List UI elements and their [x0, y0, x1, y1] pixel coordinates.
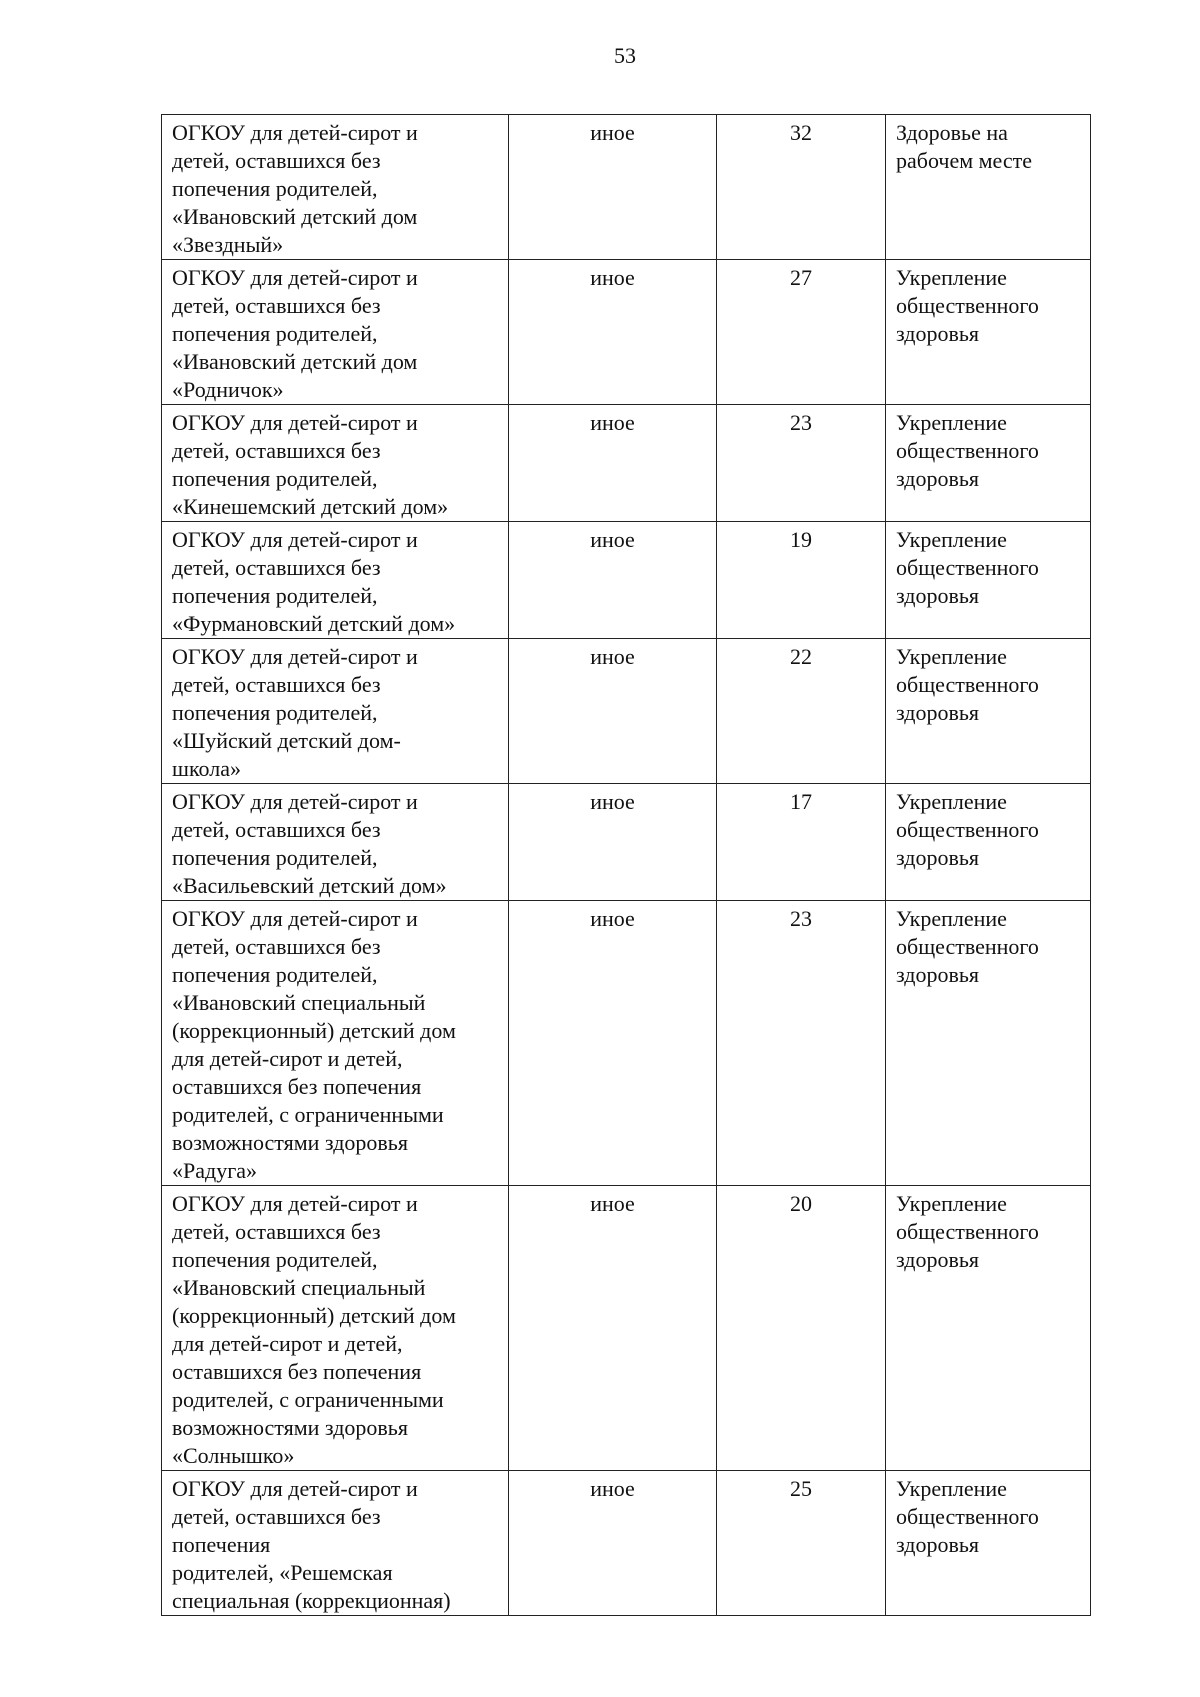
type-cell: иное — [509, 784, 717, 901]
table-row — [162, 901, 1091, 1186]
count-cell: 22 — [717, 639, 886, 784]
institution-name-cell: ОГКОУ для детей-сирот и детей, оставшихся без попечения родителей, «Ивановский детский дом «Звездный» — [162, 115, 509, 260]
program-cell: Укрепление общественного здоровья — [886, 901, 1091, 1186]
table-row — [162, 260, 1091, 405]
count-cell: 25 — [717, 1471, 886, 1616]
count-cell: 32 — [717, 115, 886, 260]
table-row — [162, 522, 1091, 639]
type-cell: иное — [509, 260, 717, 405]
count-cell: 17 — [717, 784, 886, 901]
program-cell: Укрепление общественного здоровья — [886, 405, 1091, 522]
table-row — [162, 784, 1091, 901]
program-cell: Укрепление общественного здоровья — [886, 639, 1091, 784]
count-cell: 23 — [717, 405, 886, 522]
count-cell: 27 — [717, 260, 886, 405]
type-cell: иное — [509, 1471, 717, 1616]
type-cell: иное — [509, 115, 717, 260]
program-cell: Здоровье на рабочем месте — [886, 115, 1091, 260]
institution-name-cell: ОГКОУ для детей-сирот и детей, оставшихся без попечения родителей, «Шуйский детский дом- школа» — [162, 639, 509, 784]
program-cell: Укрепление общественного здоровья — [886, 1471, 1091, 1616]
institution-name-cell: ОГКОУ для детей-сирот и детей, оставшихся без попечения родителей, «Фурмановский детский дом» — [162, 522, 509, 639]
table-row — [162, 405, 1091, 522]
institution-name-cell: ОГКОУ для детей-сирот и детей, оставшихся без попечения родителей, «Ивановский специальный (коррекционный) детский дом для детей-сирот и детей, оставшихся без попечения родителей, с ограниченными возможностями здоровья «Радуга» — [162, 901, 509, 1186]
type-cell: иное — [509, 901, 717, 1186]
type-cell: иное — [509, 522, 717, 639]
count-cell: 20 — [717, 1186, 886, 1471]
page-number: 53 — [614, 43, 636, 68]
institution-name-cell: ОГКОУ для детей-сирот и детей, оставшихся без попечения родителей, «Ивановский специальный (коррекционный) детский дом для детей-сирот и детей, оставшихся без попечения родителей, с ограниченными возможностями здоровья «Солнышко» — [162, 1186, 509, 1471]
institution-name-cell: ОГКОУ для детей-сирот и детей, оставшихся без попечения родителей, «Ивановский детский дом «Родничок» — [162, 260, 509, 405]
program-cell: Укрепление общественного здоровья — [886, 1186, 1091, 1471]
table-row — [162, 115, 1091, 260]
institution-name-cell: ОГКОУ для детей-сирот и детей, оставшихся без попечения родителей, «Решемская специальная (коррекционная) — [162, 1471, 509, 1616]
table-row — [162, 1186, 1091, 1471]
count-cell: 23 — [717, 901, 886, 1186]
table-row — [162, 639, 1091, 784]
type-cell: иное — [509, 405, 717, 522]
type-cell: иное — [509, 1186, 717, 1471]
institution-name-cell: ОГКОУ для детей-сирот и детей, оставшихся без попечения родителей, «Кинешемский детский дом» — [162, 405, 509, 522]
institution-name-cell: ОГКОУ для детей-сирот и детей, оставшихся без попечения родителей, «Васильевский детский дом» — [162, 784, 509, 901]
count-cell: 19 — [717, 522, 886, 639]
program-cell: Укрепление общественного здоровья — [886, 784, 1091, 901]
table-row — [162, 1471, 1091, 1616]
program-cell: Укрепление общественного здоровья — [886, 260, 1091, 405]
institutions-table — [161, 114, 1091, 1616]
type-cell: иное — [509, 639, 717, 784]
program-cell: Укрепление общественного здоровья — [886, 522, 1091, 639]
